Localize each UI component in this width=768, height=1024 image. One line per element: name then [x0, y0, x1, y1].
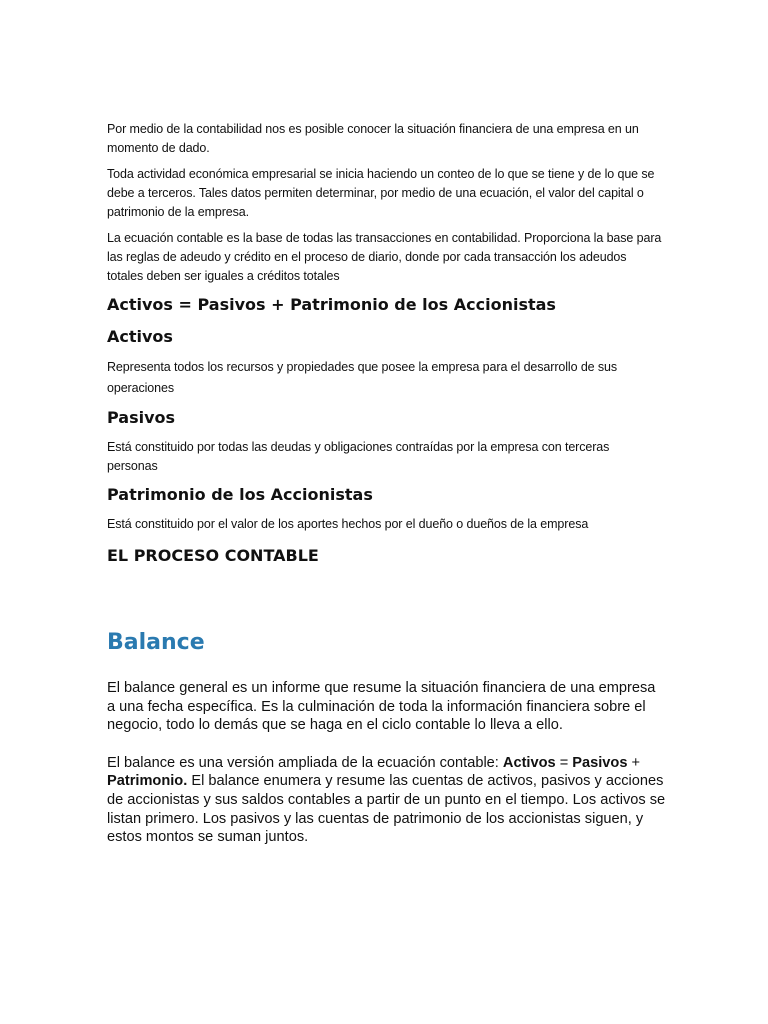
patrimonio-text: Está constituido por el valor de los aportes hechos por el dueño o dueños de la empresa — [107, 517, 589, 531]
balance-p2-activos: Activos — [502, 754, 556, 771]
balance-paragraph-1: El balance general es un informe que resume la situación financiera de una empresa a una fecha específica. Es la culminación de toda la información financiera sobre el negocio, todo lo demás que se haga en el ciclo contable lo lleva a ello. — [107, 680, 656, 734]
patrimonio-heading: Patrimonio de los Accionistas — [107, 485, 373, 504]
balance-section — [107, 679, 667, 847]
balance-p2-lead: El balance es una versión ampliada de la ecuación contable: — [107, 754, 503, 771]
balance-p2-pasivos: Pasivos — [572, 754, 628, 771]
balance-p2-rest: El balance enumera y resume las cuentas de activos, pasivos y acciones de accionistas y sus saldos contables a partir de un punto en el tiempo. Los activos se listan primero. Los pasivos y las cuentas de patrimonio de los accionistas siguen, y estos montos se suman juntos. — [107, 773, 666, 846]
activos-text: Representa todos los recursos y propiedades que posee la empresa para el desarrollo de sus operaciones — [107, 360, 618, 395]
document-body — [107, 120, 662, 566]
balance-paragraph-2 — [107, 754, 667, 847]
equation-heading: Activos = Pasivos + Patrimonio de los Accionistas — [107, 295, 556, 314]
intro-paragraph-3: La ecuación contable es la base de todas las transacciones en contabilidad. Proporciona la base para las reglas de adeudo y crédito en el proceso de diario, donde por cada transacción los adeudos totales deben ser iguales a créditos totales — [107, 231, 662, 283]
pasivos-text: Está constituido por todas las deudas y obligaciones contraídas por la empresa con terceras personas — [107, 440, 610, 473]
activos-heading: Activos — [107, 327, 173, 346]
balance-p2-equals: = — [555, 754, 573, 771]
intro-paragraph-1: Por medio de la contabilidad nos es posible conocer la situación financiera de una empresa en un momento de dado. — [107, 122, 639, 155]
proceso-contable-heading: EL PROCESO CONTABLE — [107, 546, 319, 565]
pasivos-heading: Pasivos — [107, 408, 176, 427]
intro-paragraph-2: Toda actividad económica empresarial se inicia haciendo un conteo de lo que se tiene y de lo que se debe a terceros. Tales datos permiten determinar, por medio de una ecuación, el valor del capital o patrimonio de la empresa. — [107, 167, 655, 219]
balance-title: Balance — [107, 630, 205, 655]
balance-p2-plus: + — [627, 754, 641, 771]
balance-p2-patrimonio: Patrimonio. — [107, 773, 188, 790]
